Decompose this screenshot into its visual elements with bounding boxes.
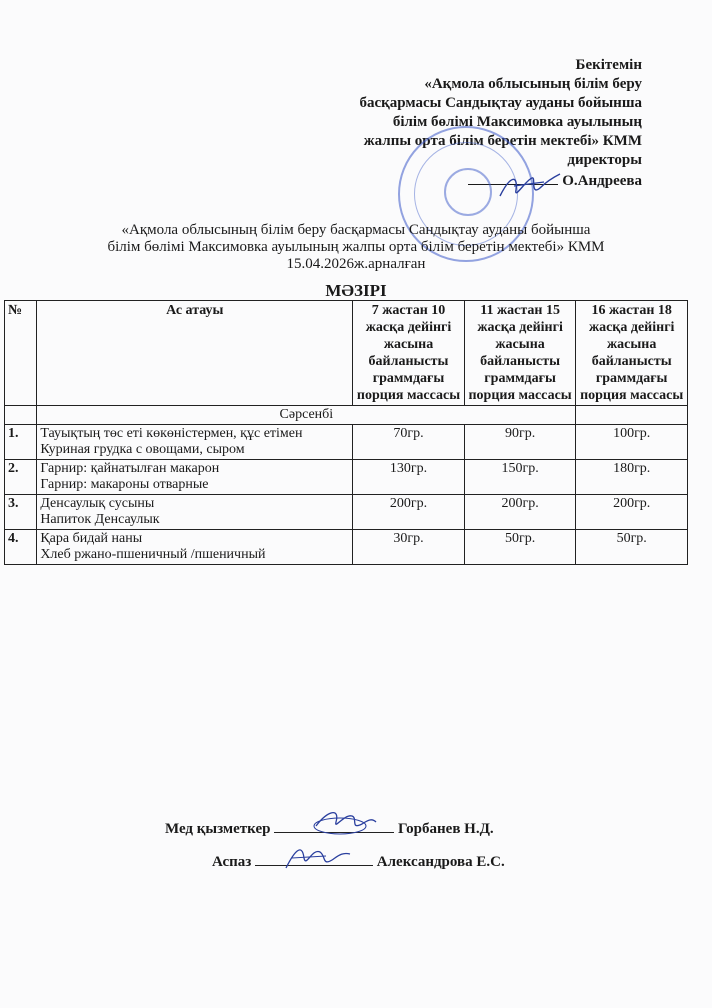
dish-name-kz: Денсаулық сусыны: [40, 496, 155, 511]
organization-line: «Ақмола облысының білім беру басқармасы Сандықтау ауданы бойынша: [121, 222, 591, 238]
director-name: О.Андреева: [562, 173, 642, 189]
dish-name-kz: Қара бидай наны: [40, 531, 143, 546]
dish-name: [37, 460, 353, 495]
dish-name-kz: Гарнир: қайнатылған макарон: [40, 461, 220, 476]
organization-header: [0, 222, 712, 273]
portion-16-18: 100гр.: [576, 425, 688, 460]
dish-name-ru: Напиток Денсаулык: [40, 512, 160, 527]
director-signature-icon: [496, 168, 566, 204]
header-age-11-15: 11 жастан 15 жасқа дейінгі жасына байланысты граммдағы порция массасы: [464, 301, 576, 406]
portion-11-15: 90гр.: [464, 425, 576, 460]
menu-date: 15.04.2026ж.арналған: [286, 256, 426, 272]
table-header-row: [5, 301, 688, 406]
row-number: 3.: [5, 495, 37, 530]
medical-worker-name: Горбанев Н.Д.: [397, 821, 494, 837]
approval-line: білім бөлімі Максимовка ауылының: [392, 114, 642, 130]
cook-signature-icon: [282, 838, 354, 874]
approval-line: жалпы орта білім беретін мектебі» КММ: [363, 133, 642, 149]
table-row: [5, 495, 688, 530]
day-label: Сәрсенбі: [37, 406, 576, 425]
portion-7-10: 200гр.: [353, 495, 465, 530]
header-age-16-18: 16 жастан 18 жасқа дейінгі жасына байланысты граммдағы порция массасы: [576, 301, 688, 406]
dish-name: [37, 495, 353, 530]
table-row: [5, 530, 688, 565]
state-emblem-icon: [444, 168, 492, 216]
portion-7-10: 130гр.: [353, 460, 465, 495]
menu-table: [4, 300, 688, 565]
portion-11-15: 50гр.: [464, 530, 576, 565]
cook-signature: [212, 851, 505, 871]
approval-line: Бекітемін: [575, 57, 642, 73]
header-age-7-10: 7 жастан 10 жасқа дейінгі жасына байланысты граммдағы порция массасы: [353, 301, 465, 406]
table-row: [5, 460, 688, 495]
cook-label: Аспаз: [212, 854, 252, 870]
header-dish-name: Ас атауы: [37, 301, 353, 406]
dish-name-ru: Хлеб ржано-пшеничный /пшеничный: [40, 547, 266, 562]
portion-16-18: 180гр.: [576, 460, 688, 495]
dish-name: [37, 425, 353, 460]
dish-name-kz: Тауықтың төс еті көкөністермен, құс етімен: [40, 426, 303, 441]
medical-worker-signature-icon: [310, 804, 380, 838]
organization-line: білім бөлімі Максимовка ауылының жалпы орта білім беретін мектебі» КММ: [107, 239, 605, 255]
portion-11-15: 200гр.: [464, 495, 576, 530]
portion-16-18: 200гр.: [576, 495, 688, 530]
day-cell-spacer: [576, 406, 688, 425]
portion-11-15: 150гр.: [464, 460, 576, 495]
approval-line: директоры: [567, 152, 642, 168]
dish-name-ru: Куриная грудка с овощами, сыром: [40, 442, 245, 457]
portion-7-10: 30гр.: [353, 530, 465, 565]
row-number: 4.: [5, 530, 37, 565]
cook-name: Александрова Е.С.: [376, 854, 505, 870]
row-number: 2.: [5, 460, 37, 495]
row-number: 1.: [5, 425, 37, 460]
dish-name: [37, 530, 353, 565]
approval-line: «Ақмола облысының білім беру: [424, 76, 642, 92]
dish-name-ru: Гарнир: макароны отварные: [40, 477, 209, 492]
portion-7-10: 70гр.: [353, 425, 465, 460]
table-row: [5, 425, 688, 460]
header-num: №: [5, 301, 37, 406]
menu-title: МӘЗІРІ: [325, 281, 387, 300]
approval-line: басқармасы Сандықтау ауданы бойынша: [359, 95, 642, 111]
day-row: [5, 406, 688, 425]
day-cell-spacer: [5, 406, 37, 425]
portion-16-18: 50гр.: [576, 530, 688, 565]
medical-worker-label: Мед қызметкер: [165, 821, 271, 837]
